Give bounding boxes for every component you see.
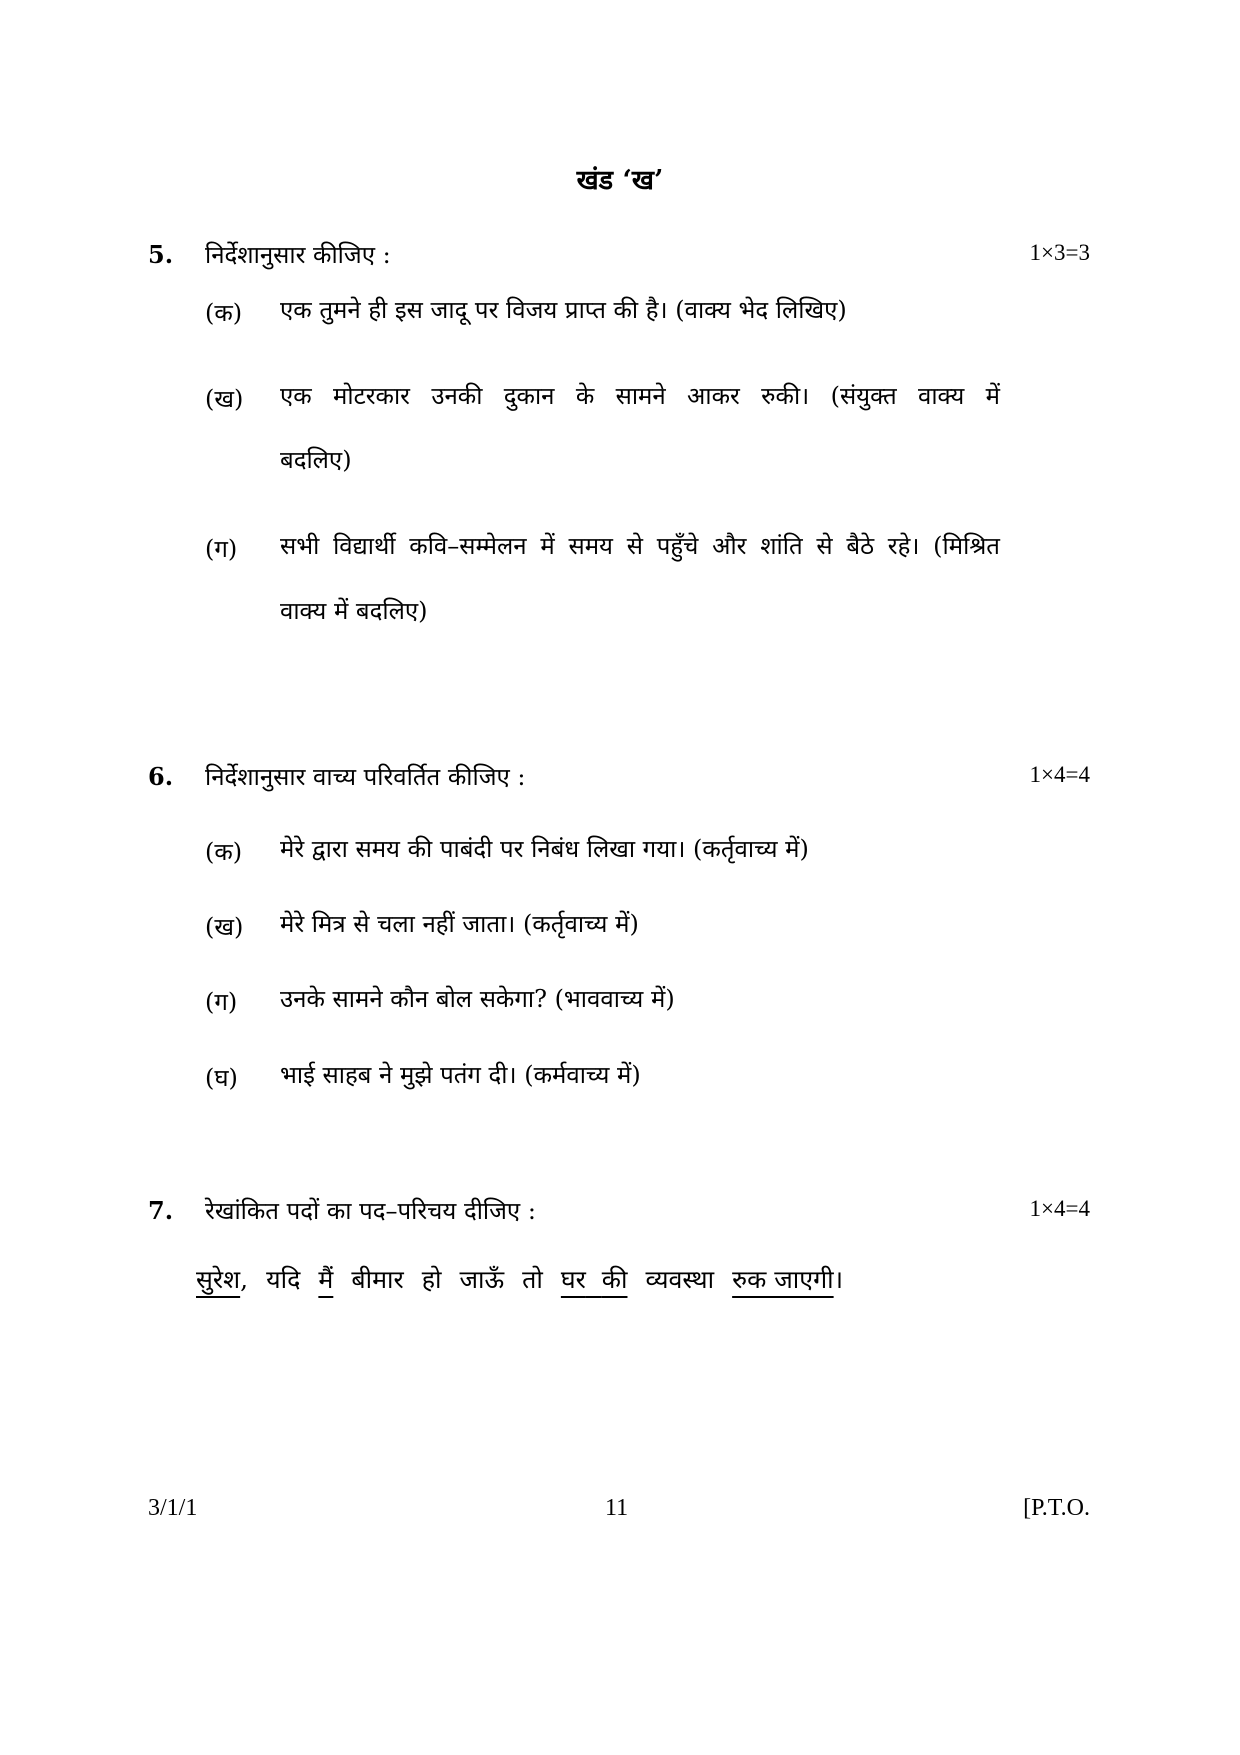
- q5-part-ka-label: (क): [205, 299, 243, 327]
- pto-label: [P.T.O.: [1023, 1495, 1090, 1521]
- q6-part-gha-text: भाई साहब ने मुझे पतंग दी। (कर्मवाच्य में): [280, 1061, 641, 1089]
- q6-part-kha-text: मेरे मित्र से चला नहीं जाता। (कर्तृवाच्य में): [280, 910, 639, 938]
- word-vyavastha: व्यवस्था: [645, 1265, 715, 1294]
- question-7-number: 7.: [148, 1196, 174, 1225]
- word-jaun: जाऊँ: [459, 1265, 505, 1294]
- q5-part-ga-text: सभी विद्यार्थी कवि–सम्मेलन में समय से पहुँचे और शांति से बैठे रहे। (मिश्रित: [280, 532, 1000, 560]
- page-number: 11: [605, 1495, 629, 1521]
- underlined-phrase-ghar: घर: [560, 1265, 586, 1294]
- word-yadi: यदि: [266, 1265, 301, 1294]
- word-ho: हो: [421, 1265, 442, 1294]
- underlined-phrase-space: [586, 1265, 602, 1294]
- q5-part-kha-text: एक मोटरकार उनकी दुकान के सामने आकर रुकी। (संयुक्त वाक्य में: [280, 382, 1000, 410]
- word-to: तो: [522, 1265, 543, 1294]
- q5-part-ka-text: एक तुमने ही इस जादू पर विजय प्राप्त की है। (वाक्य भेद लिखिए): [280, 296, 847, 324]
- underlined-word-main: मैं: [318, 1265, 334, 1294]
- q5-part-ga-label: (ग): [205, 535, 238, 563]
- q5-part-kha-text-cont: बदलिए): [280, 446, 352, 474]
- question-7-marks: 1×4=4: [1029, 1196, 1090, 1221]
- question-6-instruction: निर्देशानुसार वाच्य परिवर्तित कीजिए :: [205, 763, 526, 791]
- paper-code: 3/1/1: [148, 1495, 198, 1521]
- underlined-phrase-ki: की: [601, 1265, 628, 1294]
- question-5-marks: 1×3=3: [1029, 240, 1090, 265]
- question-5-instruction: निर्देशानुसार कीजिए :: [205, 241, 391, 269]
- q6-part-kha-label: (ख): [205, 913, 244, 941]
- question-6-number: 6.: [148, 762, 174, 791]
- q6-part-ka-label: (क): [205, 838, 243, 866]
- q5-part-ga-text-cont: वाक्य में बदलिए): [280, 597, 428, 625]
- comma: ,: [240, 1265, 249, 1294]
- q7-sentence: [196, 1262, 843, 1296]
- section-title: खंड ‘ख’: [576, 165, 664, 196]
- q5-part-kha-label: (ख): [205, 385, 244, 413]
- question-5-number: 5.: [148, 240, 174, 269]
- q6-part-ga-label: (ग): [205, 988, 238, 1016]
- q6-part-gha-label: (घ): [205, 1064, 238, 1092]
- question-6-marks: 1×4=4: [1029, 762, 1090, 787]
- question-7-instruction: रेखांकित पदों का पद–परिचय दीजिए :: [205, 1197, 536, 1225]
- q6-part-ga-text: उनके सामने कौन बोल सकेगा? (भाववाच्य में): [280, 985, 675, 1013]
- word-bimar: बीमार: [351, 1265, 404, 1294]
- q6-part-ka-text: मेरे द्वारा समय की पाबंदी पर निबंध लिखा गया। (कर्तृवाच्य में): [280, 835, 809, 863]
- underlined-phrase-ruk-jayegi: रुक जाएगी: [732, 1265, 834, 1294]
- sentence-end-mark: ।: [833, 1265, 844, 1294]
- underlined-word-suresh: सुरेश: [196, 1265, 241, 1294]
